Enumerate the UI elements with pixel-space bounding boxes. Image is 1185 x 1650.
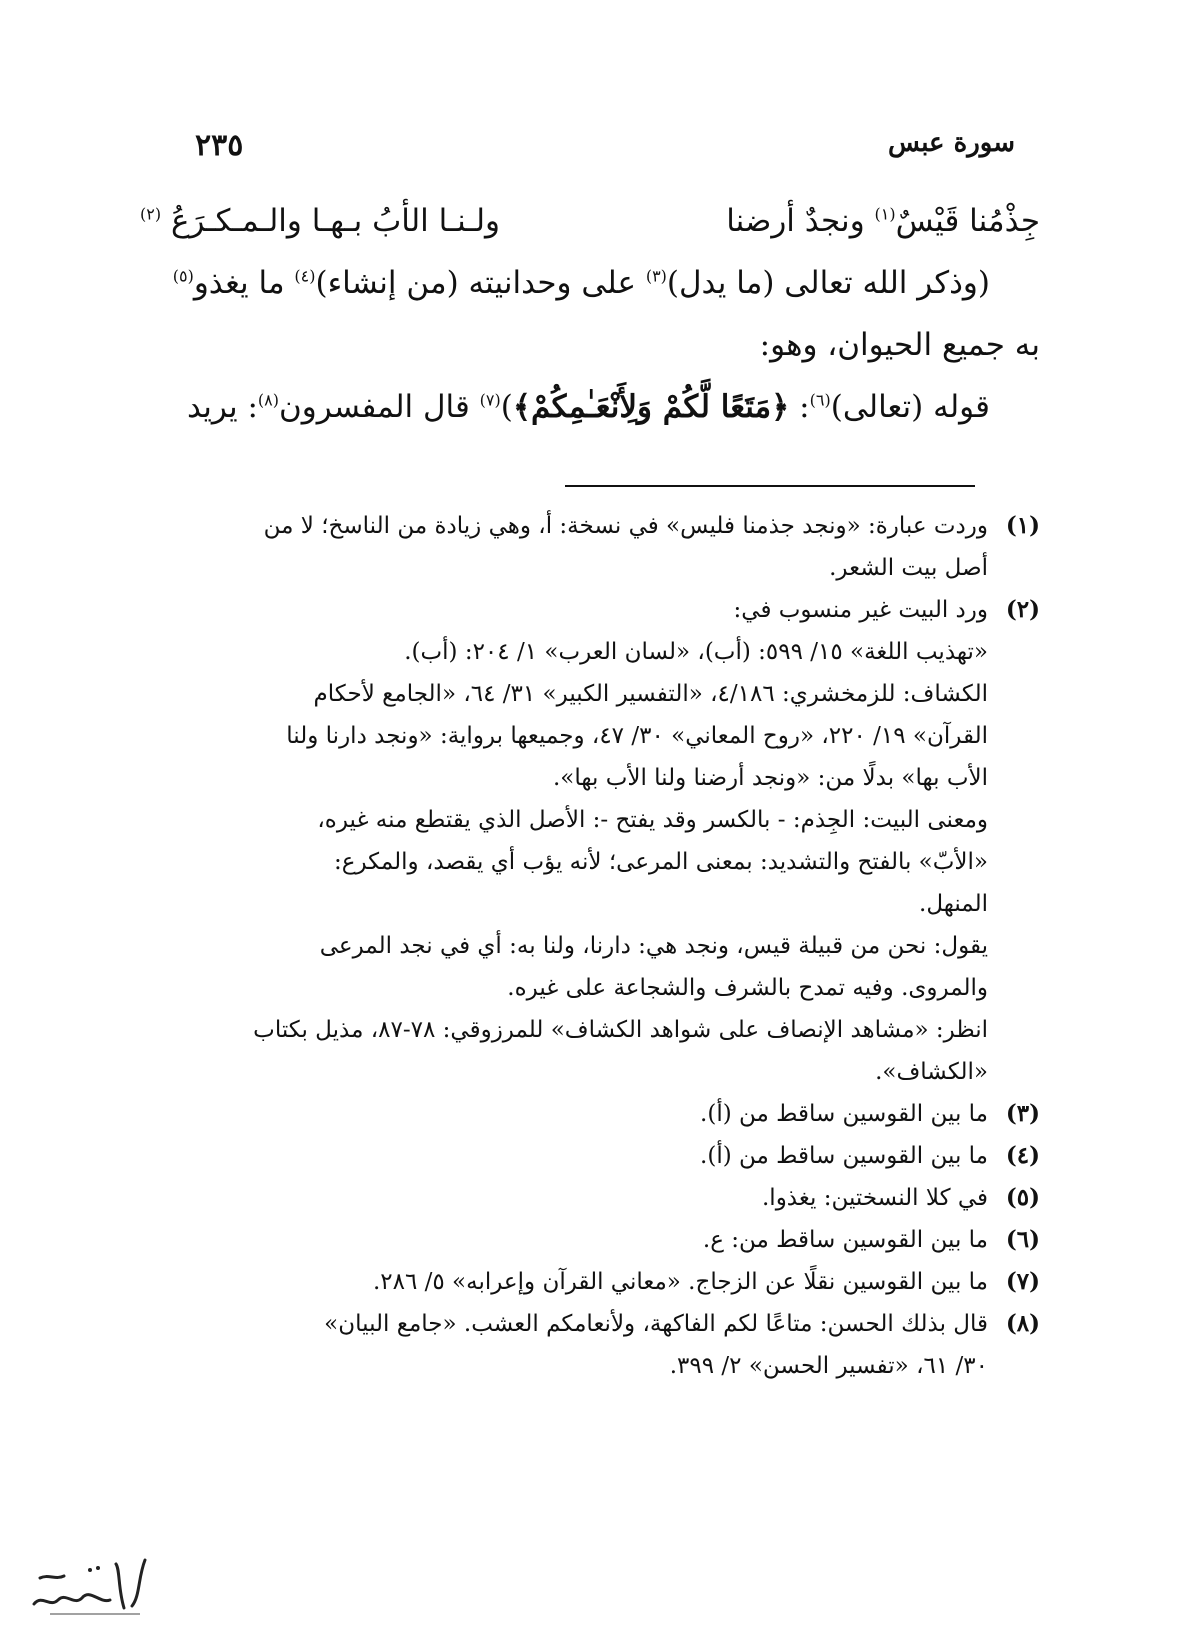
footnote-line: «تهذيب اللغة» ١٥/ ٥٩٩: (أب)، «لسان العرب» ١/ ٢٠٤: (أب). <box>404 639 988 665</box>
footnote-number: (٧) <box>1005 1268 1040 1295</box>
quran-verse: ﴿مَتَعًا لَّكُمْ وَلِأَنْعَـٰمِكُمْ﴾ <box>512 389 790 425</box>
footnote-number: (٨) <box>1005 1310 1040 1337</box>
verse-second-hemistich <box>140 190 500 252</box>
text-span: ما يغذو <box>193 265 295 301</box>
footnote-6 <box>140 1219 1040 1261</box>
footnote-line: في كلا النسختين: يغذوا. <box>762 1185 988 1211</box>
footnote-line: انظر: «مشاهد الإنصاف على شواهد الكشاف» للمرزوقي: ٧٨-٨٧، مذيل بكتاب <box>253 1017 988 1043</box>
footnote-line: القرآن» ١٩/ ٢٢٠، «روح المعاني» ٣٠/ ٤٧، وجميعها برواية: «ونجد دارنا ولنا <box>286 723 988 749</box>
footnote-ref: (٦) <box>809 390 831 410</box>
text-span: قال المفسرون <box>279 389 480 425</box>
footnote-ref: (٢) <box>140 204 162 224</box>
footnote-2 <box>140 589 1040 1093</box>
footnote-line: «الكشاف». <box>875 1059 988 1085</box>
footnote-ref: (٤) <box>294 266 316 286</box>
footnote-4 <box>140 1135 1040 1177</box>
footnote-number: (٥) <box>1005 1184 1040 1211</box>
text-span: : يريد <box>186 389 258 425</box>
footnote-line: «الأبّ» بالفتح والتشديد: بمعنى المرعى؛ لأنه يؤب أي يقصد، والمكرع: <box>333 849 988 875</box>
footnote-5 <box>140 1177 1040 1219</box>
surah-name: سورة عبس <box>888 128 1015 158</box>
footnote-line: يقول: نحن من قبيلة قيس، ونجد هي: دارنا، ولنا به: أي في نجد المرعى <box>319 933 988 959</box>
footnote-ref: (٨) <box>257 390 279 410</box>
verse-text: ولـنـا الأبُ بـهـا والـمـكـرَعُ <box>170 203 501 239</box>
footnote-line: ما بين القوسين ساقط من (أ). <box>700 1101 988 1127</box>
footnote-ref: (١) <box>874 204 896 224</box>
footnote-line: أصل بيت الشعر. <box>829 555 988 581</box>
main-text <box>140 190 1040 438</box>
text-line <box>140 314 1040 376</box>
footnote-line: الكشاف: للزمخشري: ٤/١٨٦، «التفسير الكبير» ٣١/ ٦٤، «الجامع لأحكام <box>313 681 988 707</box>
text-line <box>140 376 1040 438</box>
text-span: به جميع الحيوان، وهو: <box>759 327 1040 363</box>
text-span: (وذكر الله تعالى (ما يدل) <box>666 265 990 301</box>
text-line <box>140 252 1040 314</box>
footnote-line: ومعنى البيت: الجِذم: - بالكسر وقد يفتح -: الأصل الذي يقتطع منه غيره، <box>317 807 988 833</box>
footnote-number: (٦) <box>1005 1226 1040 1253</box>
footnote-line: المنهل. <box>919 891 988 917</box>
footnote-line: قال بذلك الحسن: متاعًا لكم الفاكهة، ولأنعامكم العشب. «جامع البيان» <box>324 1311 988 1337</box>
footnote-line: والمروى. وفيه تمدح بالشرف والشجاعة على غيره. <box>507 975 988 1001</box>
footnote-line: وردت عبارة: «ونجد جذمنا فليس» في نسخة: أ، وهي زيادة من الناسخ؛ لا من <box>263 513 988 539</box>
footnote-line: ٣٠/ ٦١، «تفسير الحسن» ٢/ ٣٩٩. <box>669 1353 988 1379</box>
verse-first-hemistich <box>726 190 1040 252</box>
footnote-ref: (٣) <box>645 266 667 286</box>
footnote-number: (٢) <box>1005 596 1040 623</box>
footnote-3 <box>140 1093 1040 1135</box>
footnote-ref: (٧) <box>479 390 501 410</box>
page-header <box>195 128 1015 168</box>
footnote-separator <box>565 485 975 487</box>
footnote-line: ورد البيت غير منسوب في: <box>733 597 988 623</box>
footnote-8 <box>140 1303 1040 1387</box>
footnote-number: (٣) <box>1005 1100 1040 1127</box>
footnote-7 <box>140 1261 1040 1303</box>
verse-text: ونجدٌ أرضنا <box>726 203 875 239</box>
footnote-ref: (٥) <box>172 266 194 286</box>
footnote-number: (١) <box>1005 512 1040 539</box>
page-number: ٢٣٥ <box>195 128 244 163</box>
footnote-1 <box>140 505 1040 589</box>
text-span: على وحدانيته (من إنشاء) <box>315 265 646 301</box>
footnote-line: ما بين القوسين نقلًا عن الزجاج. «معاني القرآن وإعرابه» ٥/ ٢٨٦. <box>372 1269 988 1295</box>
footnote-line: ما بين القوسين ساقط من (أ). <box>700 1143 988 1169</box>
text-span: : <box>789 389 810 425</box>
footnotes <box>140 505 1040 1387</box>
poetry-verse <box>140 190 1040 252</box>
publisher-logo <box>20 1548 160 1628</box>
verse-text: جِذْمُنا قَيْسٌ <box>895 203 1040 239</box>
text-span: قوله (تعالى) <box>830 389 990 425</box>
footnote-line: الأب بها» بدلًا من: «ونجد أرضنا ولنا الأب بها». <box>553 765 988 791</box>
footnote-number: (٤) <box>1005 1142 1040 1169</box>
text-span: ) <box>500 389 513 425</box>
footnote-line: ما بين القوسين ساقط من: ع. <box>702 1227 988 1253</box>
